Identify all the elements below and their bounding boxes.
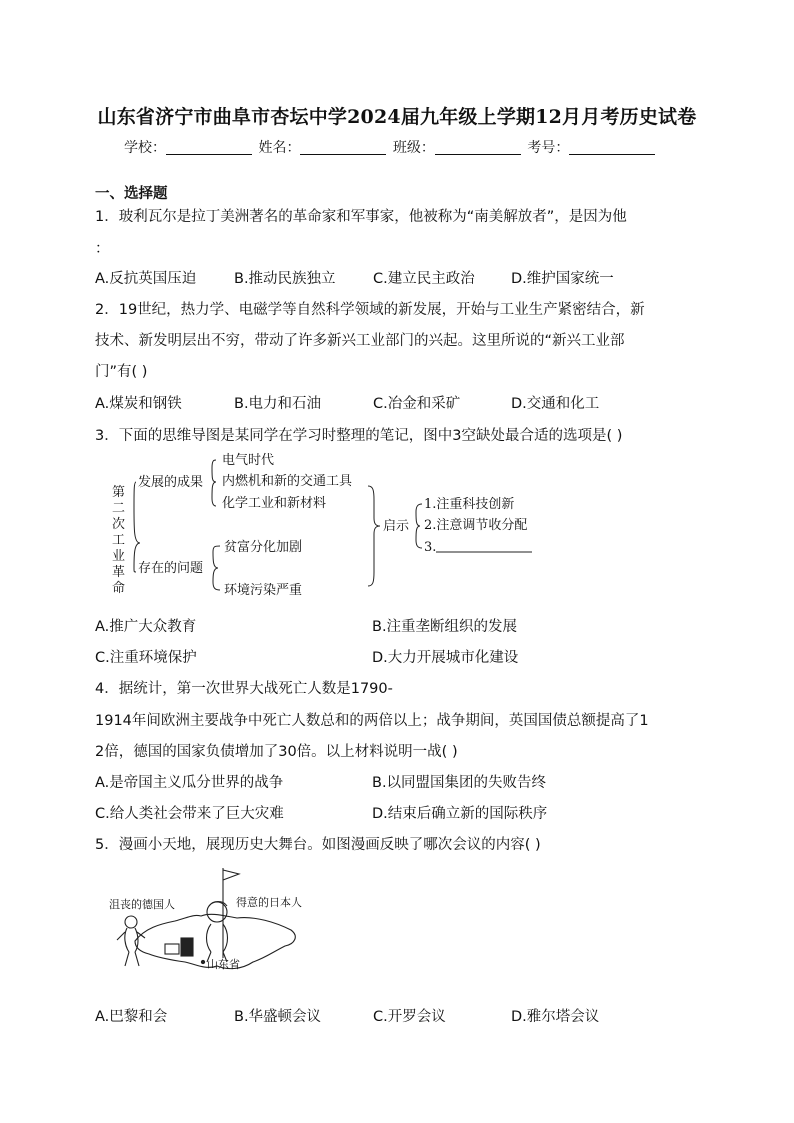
q1-stem-line2: ： (95, 241, 110, 257)
mindmap-problem-1: 贫富分化加剧 (224, 540, 303, 555)
q4-stem-line1: 4．据统计，第一次世界大战死亡人数是1790- (95, 681, 393, 697)
cartoon-place-label: 山东省 (207, 958, 240, 971)
q1-stem-line1: 1．玻利瓦尔是拉丁美洲著名的革命家和军事家，他被称为“南美解放者”，是因为他 (95, 209, 627, 225)
q4-option-b[interactable]: B.以同盟国集团的失败告终 (372, 775, 547, 791)
mindmap-result-3: 化学工业和新材料 (222, 496, 327, 511)
mindmap-branch-results: 发展的成果 (138, 475, 204, 490)
mindmap-root-char5: 业 (112, 549, 126, 564)
q2-option-a[interactable]: A.煤炭和钢铁 (95, 396, 182, 412)
q5-option-b[interactable]: B.华盛顿会议 (234, 1009, 322, 1025)
q2-option-d[interactable]: D.交通和化工 (511, 396, 600, 412)
school-label: 学校： (124, 140, 166, 156)
q3-option-d[interactable]: D.大力开展城市化建设 (372, 650, 519, 666)
q3-option-a[interactable]: A.推广大众教育 (95, 619, 197, 635)
mindmap-root-char6: 革 (112, 565, 126, 580)
class-label: 班级： (392, 140, 435, 156)
mindmap-branch-problems: 存在的问题 (138, 561, 204, 576)
q1-option-d[interactable]: D.维护国家统一 (511, 271, 614, 287)
student-info-row (124, 137, 657, 157)
class-blank[interactable] (435, 140, 521, 155)
q4-option-a[interactable]: A.是帝国主义瓜分世界的战争 (95, 775, 284, 791)
q5-option-d[interactable]: D.雅尔塔会议 (511, 1009, 600, 1025)
q4-stem-line2: 1914年间欧洲主要战争中死亡人数总和的两倍以上；战争期间，英国国债总额提高了1 (95, 713, 649, 729)
mindmap-lesson: 启示 (383, 519, 410, 534)
mindmap-root-char2: 二 (112, 501, 126, 516)
q1-option-c[interactable]: C.建立民主政治 (373, 271, 475, 287)
mindmap-root-char4: 工 (112, 533, 126, 548)
q5-cartoon (105, 866, 315, 981)
cartoon-right-label: 得意的日本人 (236, 896, 302, 909)
mindmap-lesson-3: 3. (424, 540, 437, 555)
school-blank[interactable] (166, 140, 252, 155)
cartoon-left-label: 沮丧的德国人 (109, 898, 175, 911)
q3-option-c[interactable]: C.注重环境保护 (95, 650, 197, 666)
number-label: 考号： (527, 140, 570, 156)
mindmap-result-1: 电气时代 (222, 453, 275, 468)
q2-stem-line1: 2．19世纪，热力学、电磁学等自然科学领域的新发展，开始与工业生产紧密结合，新 (95, 302, 645, 318)
mindmap-root-char3: 次 (112, 517, 126, 532)
mindmap-lesson-1: 1.注重科技创新 (424, 497, 515, 512)
mindmap-problem-2: 环境污染严重 (224, 583, 303, 598)
mindmap-lesson-2: 2.注意调节收分配 (424, 518, 528, 533)
mindmap-root-char1: 第 (112, 485, 126, 500)
q1-option-a[interactable]: A.反抗英国压迫 (95, 271, 197, 287)
mindmap-result-2: 内燃机和新的交通工具 (222, 474, 353, 489)
q2-option-b[interactable]: B.电力和石油 (234, 396, 322, 412)
q4-stem-line3: 2倍，德国的国家负债增加了30倍。以上材料说明一战( ) (95, 744, 458, 760)
q1-option-b[interactable]: B.推动民族独立 (234, 271, 336, 287)
q2-option-c[interactable]: C.冶金和采矿 (373, 396, 461, 412)
q4-option-d[interactable]: D.结束后确立新的国际秩序 (372, 806, 548, 822)
q5-option-a[interactable]: A.巴黎和会 (95, 1009, 168, 1025)
name-blank[interactable] (300, 140, 386, 155)
q3-option-b[interactable]: B.注重垄断组织的发展 (372, 619, 518, 635)
q2-stem-line3: 门”有( ) (95, 364, 148, 380)
q5-stem-line1: 5．漫画小天地，展现历史大舞台。如图漫画反映了哪次会议的内容( ) (95, 837, 541, 853)
q3-stem-line1: 3．下面的思维导图是某同学在学习时整理的笔记，图中3空缺处最合适的选项是( ) (95, 428, 623, 444)
q3-mind-map (100, 448, 560, 598)
mindmap-root-char7: 命 (112, 581, 126, 596)
q2-stem-line2: 技术、新发明层出不穷，带动了许多新兴工业部门的兴起。这里所说的“新兴工业部 (95, 333, 625, 349)
number-blank[interactable] (569, 140, 655, 155)
q5-option-c[interactable]: C.开罗会议 (373, 1009, 446, 1025)
name-label: 姓名： (258, 140, 301, 156)
section-heading: 一、选择题 (95, 186, 168, 202)
q4-option-c[interactable]: C.给人类社会带来了巨大灾难 (95, 806, 284, 822)
page-title: 山东省济宁市曲阜市杏坛中学2024届九年级上学期12月月考历史试卷 (97, 106, 697, 128)
